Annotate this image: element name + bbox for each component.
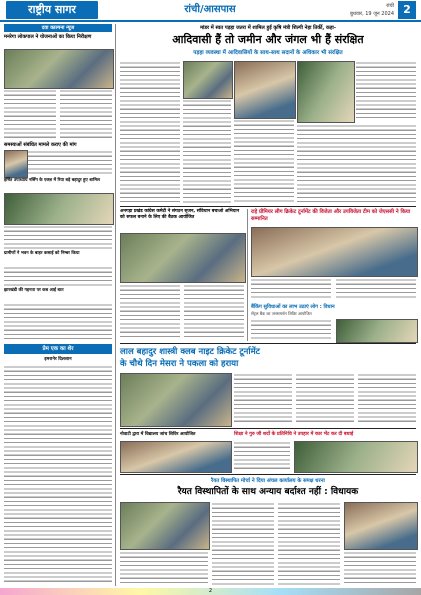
left-story1-title: मनरेगा लोकपाल ने योजनाओं का किया निरीक्षण [4, 34, 92, 40]
cricket-photo [120, 373, 232, 427]
left-box-header: प्रेम एक का शेर [4, 344, 112, 354]
left-story5-body [4, 303, 112, 341]
bottom-story-body-1 [212, 502, 274, 586]
story-b-photo [251, 227, 418, 277]
left-story2-portrait [4, 150, 28, 178]
bottom-story-body-2 [278, 502, 340, 586]
dateline-city: रांची [386, 3, 394, 9]
left-story3-body [4, 225, 112, 249]
bottom-story-body-4 [344, 551, 416, 586]
top-story-body-col4 [356, 61, 416, 121]
left-story3-title: हर्षित उपाध्याय नर्सिंग के एक्ज़ में रिया बड़े बहादुर हुए शामिल [4, 178, 100, 183]
left-story4-title: ग्रामीणों ने भवन के बाहर कसाई को निम्बर किया [4, 251, 80, 256]
story-c-body-1 [251, 319, 331, 341]
left-column-header: दवा काल्पना न्यूज [4, 24, 112, 32]
bottom-story-headline: रैयत विस्थापितों के साथ अन्याय बर्दाश्त नहीं : विधायक [177, 487, 359, 497]
section-title: रांची/आसपास [184, 4, 236, 15]
left-story2-body [28, 150, 112, 176]
left-story1-body-2 [60, 89, 112, 139]
left-story4-body [4, 266, 112, 286]
story-e-photo [294, 441, 418, 473]
column-divider [115, 24, 116, 586]
divider-top-story [120, 206, 416, 207]
left-story2-title: समस्याओं संबंधित मामले कराए की मांग [4, 142, 77, 148]
left-box-subheader: इमरानेर दिलशान [44, 357, 72, 362]
top-story-kicker: मांडर में स्वत पड़हा जतरा में शामिल हुईं कृषि मंत्री शिल्पी नेहा तिर्की, कहा- [200, 25, 336, 31]
column-divider-mid [247, 209, 248, 341]
top-story-body-col1 [120, 61, 180, 203]
bottom-story-photo-2 [344, 502, 418, 550]
top-story-body-col2 [183, 99, 231, 203]
top-story-body-col3 [234, 119, 294, 203]
story-c-photo [336, 319, 418, 343]
bottom-story-body-3 [120, 551, 208, 586]
story-b-title: राहे प्रीमियर लीग क्रिकेट टूर्नामेंट की विजेता और उपविजेता टीम को जेएससी ने किया सम्मानित [251, 209, 411, 222]
top-story-body-col5 [297, 124, 416, 203]
story-a-body-2 [184, 284, 244, 340]
left-story5-title: झारखंडी की गहनता पर कब आई बात [4, 288, 64, 293]
cricket-body-2 [296, 373, 354, 425]
story-c-title: बैंकिंग सुविधाओं का लाभ उठाएं लोग : विधान [251, 304, 335, 310]
story-b-body-1 [251, 278, 331, 300]
story-e-title: शिक्षा ने गुरु जी शर्दो के प्रतिनिधि ने उपहार में कार भेंट कर दी बधाई [234, 432, 354, 437]
bottom-story-photo-1 [120, 502, 210, 550]
dateline-date: बुधवार, 19 जून 2024 [350, 11, 394, 17]
left-box-body [4, 365, 112, 585]
left-story1-photo [4, 49, 114, 89]
top-story-photo-1 [183, 61, 233, 99]
cricket-headline-line2: के चौथे दिन मेसरा ने पकला को हराया [120, 359, 239, 369]
story-e-body [234, 441, 290, 471]
footer-page-marker: 2 [208, 588, 213, 594]
story-a-title: अनगड़ा प्रखंड कांग्रेस कमेटी ने संगठन सृजन, संविधान बचाओ अभियान को सफल बनाने के लिए की बैठक आयोजित [120, 209, 240, 220]
story-d-photo [120, 441, 232, 473]
story-a-photo [120, 233, 246, 283]
top-story-headline: आदिवासी हैं तो जमीन और जंगल भी हैं संरक्षित [172, 33, 364, 46]
bottom-story-kicker: रैयत विस्थापित मोर्चा ने दिया अंचल कार्यालय के समक्ष धरना [211, 478, 325, 484]
story-d-title: नोवाटी द्वारा में विद्यालय जांच शिविर आयोजित [120, 432, 196, 437]
story-b-body-2 [336, 278, 416, 300]
cricket-body-1 [234, 373, 292, 425]
story-a-body-1 [120, 284, 180, 340]
top-story-subhead: पड़हा व्यवस्था में आदिवासियों के साथ-साथ सदानों के अधिकार भी संरक्षित [193, 50, 343, 56]
cricket-body-3 [358, 373, 416, 425]
dateline [326, 2, 394, 18]
cricket-headline-line1: लाल बहादुर शास्त्री क्लब नाइट क्रिकेट टूर्नामेंट [120, 347, 260, 357]
divider-bottom [120, 474, 416, 475]
story-c-subtitle: सेंट्रल बैंक का जनसमर्थन शिविर आयोजित [251, 311, 312, 316]
page-number: 2 [398, 1, 416, 19]
left-story3-photo [4, 193, 114, 225]
newspaper-brand: राष्ट्रीय सागर [6, 1, 98, 19]
left-story1-body [4, 89, 56, 139]
top-story-photo-2 [234, 61, 296, 119]
divider-lower [120, 428, 416, 429]
top-story-photo-3 [297, 61, 355, 123]
divider-cricket [120, 343, 416, 344]
